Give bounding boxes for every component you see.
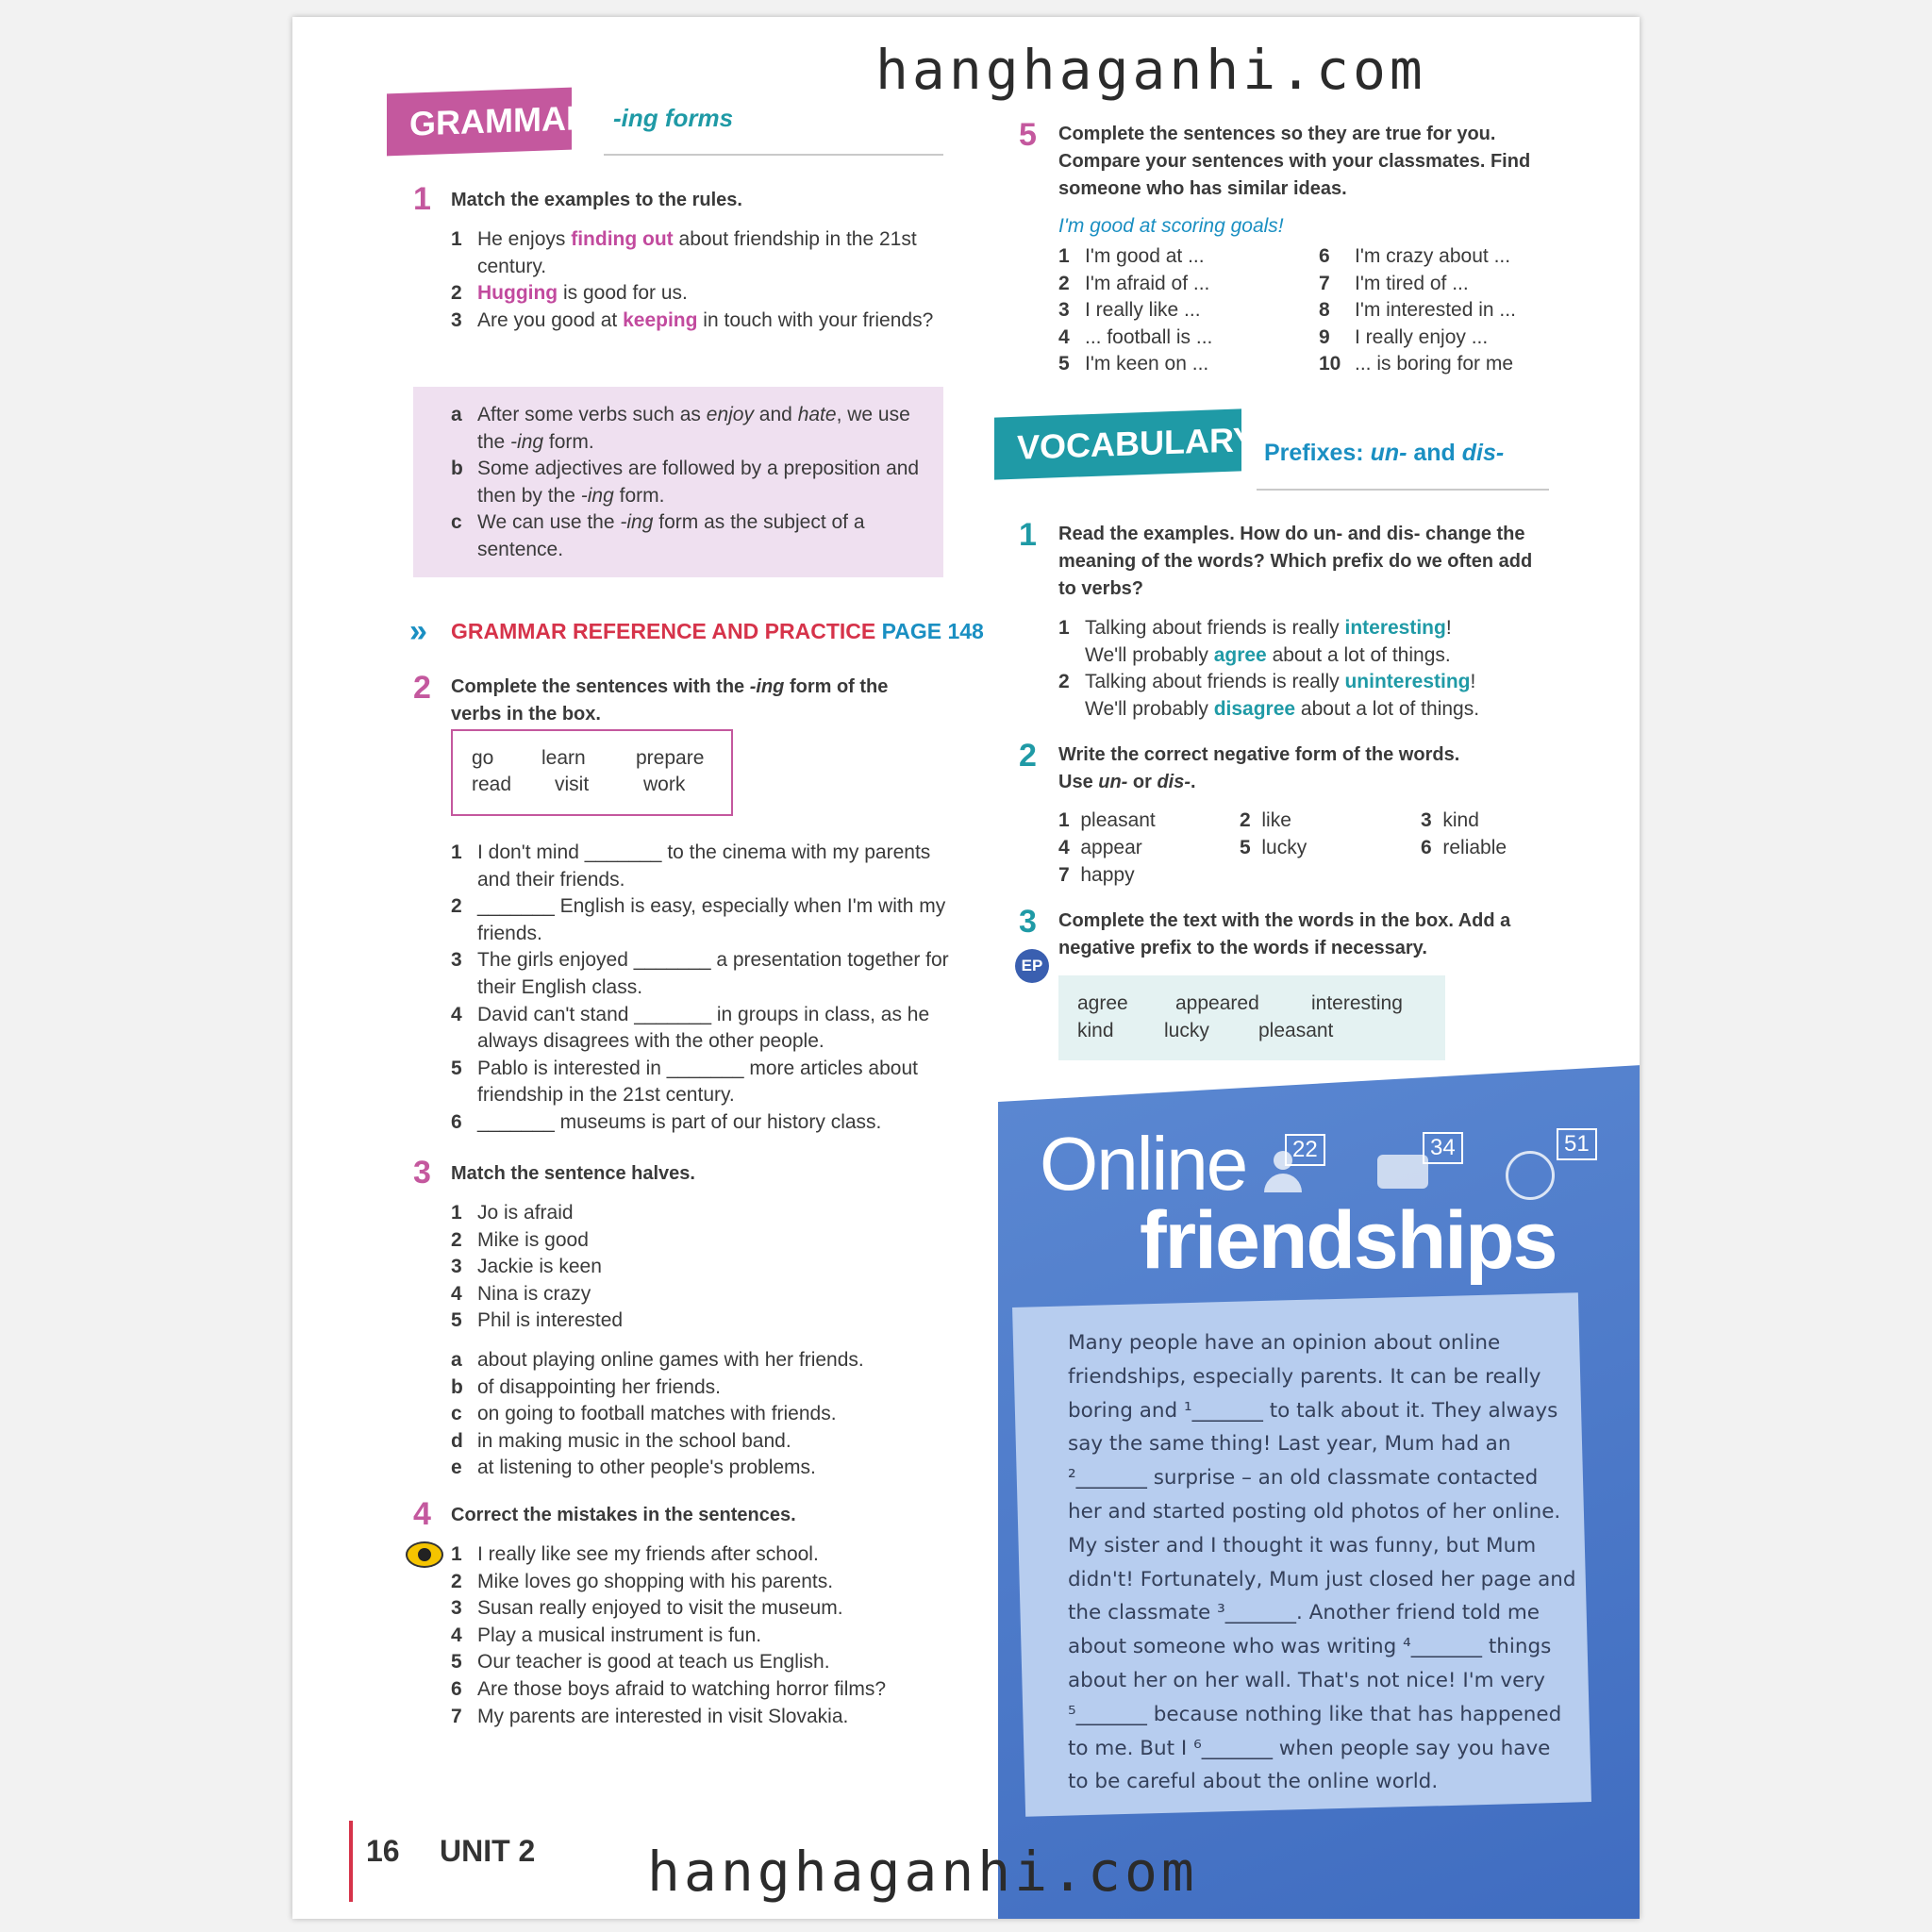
grammar-ex5-col1	[1058, 243, 1323, 378]
list-item: e at listening to other people's problems.	[451, 1457, 816, 1479]
article-line: Many people have an opinion about online	[1068, 1331, 1501, 1355]
vocab-ex3-number: 3	[1019, 904, 1037, 940]
grammar-ex3-number: 3	[413, 1155, 431, 1191]
list-item: 2 Mike loves go shopping with his parents.	[451, 1570, 834, 1592]
box-word: appeared	[1175, 992, 1259, 1014]
list-item: c We can use the -ing form as the subject of a sentence.	[451, 511, 865, 560]
list-item: 2 Hugging is good for us.	[451, 282, 688, 305]
article-line: say the same thing! Last year, Mum had an	[1068, 1432, 1511, 1457]
grammar-ex5-number: 5	[1019, 117, 1037, 153]
article-line: My sister and I thought it was funny, but Mum	[1068, 1533, 1537, 1557]
list-item: 5 Pablo is interested in _______ more articles about friendship in the 21st century.	[451, 1057, 918, 1107]
article-line: about her on her wall. That's not nice! I'm very	[1068, 1668, 1545, 1692]
list-item: b Some adjectives are followed by a preposition and then by the -ing form.	[451, 458, 920, 507]
word-item: 5 lucky	[1240, 837, 1307, 858]
article-line: the classmate ³_______. Another friend told me	[1068, 1601, 1541, 1625]
eye-icon	[406, 1541, 443, 1568]
vocabulary-subtitle: Prefixes: un- and dis-	[1264, 440, 1505, 466]
word-item: 6 reliable	[1421, 837, 1507, 858]
list-item: 1 I'm good at ...	[1058, 245, 1205, 267]
list-item: c on going to football matches with friends.	[451, 1403, 837, 1425]
list-item: 3 Susan really enjoyed to visit the museum.	[451, 1597, 843, 1620]
globe-icon	[1506, 1151, 1555, 1200]
watermark-bottom: hanghaganhi.com	[647, 1840, 1198, 1904]
ep-badge: EP	[1015, 949, 1049, 983]
grammar-ex4-number: 4	[413, 1496, 431, 1532]
footer-unit: UNIT 2	[440, 1834, 536, 1868]
chevron-right-icon: »	[409, 613, 418, 649]
list-item: 7 My parents are interested in visit Slovakia.	[451, 1705, 849, 1727]
list-item: 5 Phil is interested	[451, 1309, 624, 1332]
list-item: 5 I'm keen on ...	[1058, 353, 1209, 375]
list-item: 6 _______ museums is part of our history class.	[451, 1110, 882, 1133]
list-item: 6 I'm crazy about ...	[1319, 245, 1511, 267]
list-item: 1 He enjoys finding out about friendship in the 21st century.	[451, 228, 917, 277]
list-item: 5 Our teacher is good at teach us English.	[451, 1651, 830, 1674]
footer-page-number: 16	[366, 1834, 400, 1868]
article-line: about someone who was writing ⁴_______ things	[1068, 1635, 1552, 1659]
list-item: 3 I really like ...	[1058, 299, 1201, 322]
vocabulary-banner-label: VOCABULARY	[1017, 419, 1256, 467]
list-item: 3 Are you good at keeping in touch with your friends?	[451, 308, 934, 331]
grammar-ex4-list	[451, 1541, 960, 1730]
word-item: 2 like	[1240, 809, 1291, 831]
grammar-ex1-number: 1	[413, 181, 431, 217]
grammar-subtitle: -ing forms	[613, 104, 734, 132]
article-title-line1: Online	[1040, 1122, 1247, 1206]
textbook-page	[292, 17, 1640, 1919]
word-item: 1 pleasant	[1058, 809, 1156, 831]
box-word: interesting	[1311, 992, 1403, 1014]
article-line: boring and ¹_______ to talk about it. They always	[1068, 1398, 1558, 1423]
article-line: her and started posting old photos of her online.	[1068, 1499, 1561, 1524]
vocab-ex2-words	[1058, 808, 1549, 892]
list-item: a about playing online games with her friends.	[451, 1349, 864, 1371]
grammar-ex3-heading: Match the sentence halves.	[451, 1163, 695, 1184]
grammar-ex1-list	[451, 226, 946, 334]
grammar-ex1-heading: Match the examples to the rules.	[451, 190, 742, 210]
grammar-ex5-example: I'm good at scoring goals!	[1058, 215, 1284, 237]
grammar-ex5-col2	[1319, 243, 1555, 378]
box-word: learn	[541, 747, 586, 769]
list-item: 1 Talking about friends is really interesting! We'll probably agree about a lot of things.	[1058, 617, 1452, 666]
watermark-top: hanghaganhi.com	[875, 38, 1426, 102]
grammar-ex3-halves	[451, 1347, 941, 1482]
article-line: to me. But I ⁶_______ when people say you have	[1068, 1736, 1551, 1760]
box-word: work	[643, 774, 686, 795]
list-item: 8 I'm interested in ...	[1319, 299, 1516, 322]
box-word: lucky	[1164, 1020, 1209, 1041]
word-item: 4 appear	[1058, 837, 1142, 858]
list-item: 4 ... football is ...	[1058, 325, 1213, 348]
word-item: 3 kind	[1421, 809, 1479, 831]
vocab-ex1-heading: Read the examples. How do un- and dis- change the meaning of the words? Which prefix do we often add to verbs?	[1058, 524, 1533, 599]
word-item: 7 happy	[1058, 864, 1135, 886]
box-word: read	[472, 774, 512, 795]
vocabulary-rule	[1257, 489, 1549, 491]
list-item: a After some verbs such as enjoy and hate, we use the -ing form.	[451, 404, 910, 453]
box-word: agree	[1077, 992, 1128, 1014]
box-word: pleasant	[1258, 1020, 1334, 1041]
vocab-ex2-number: 2	[1019, 738, 1037, 774]
stat-badge: 22	[1285, 1134, 1325, 1166]
footer-bar	[349, 1821, 353, 1902]
article-text	[1068, 1326, 1577, 1799]
list-item: 3 The girls enjoyed _______ a presentation together for their English class.	[451, 949, 949, 998]
vocab-ex1-list	[1058, 615, 1549, 723]
grammar-rules-list	[451, 402, 934, 564]
grammar-reference-link[interactable]: GRAMMAR REFERENCE AND PRACTICE PAGE 148	[451, 619, 984, 643]
grammar-rule	[604, 154, 943, 156]
vocab-ex3-heading: Complete the text with the words in the box. Add a negative prefix to the words if necessary.	[1058, 910, 1511, 958]
grammar-ex4-heading: Correct the mistakes in the sentences.	[451, 1505, 796, 1525]
list-item: 2 Mike is good	[451, 1228, 589, 1251]
list-item: 10 ... is boring for me	[1319, 353, 1514, 375]
list-item: d in making music in the school band.	[451, 1429, 791, 1452]
list-item: 4 Play a musical instrument is fun.	[451, 1624, 762, 1646]
article-title-line2: friendships	[1140, 1195, 1557, 1286]
box-word: kind	[1077, 1020, 1114, 1041]
list-item: 2 _______ English is easy, especially when I'm with my friends.	[451, 895, 946, 944]
list-item: 1 Jo is afraid	[451, 1202, 574, 1224]
vocab-ex2-heading: Write the correct negative form of the words. Use un- or dis-.	[1058, 744, 1460, 792]
list-item: 9 I really enjoy ...	[1319, 325, 1489, 348]
vocab-ex1-number: 1	[1019, 517, 1037, 553]
list-item: 6 Are those boys afraid to watching horror films?	[451, 1677, 887, 1700]
article-line: didn't! Fortunately, Mum just closed her page and	[1068, 1567, 1576, 1591]
article-line: friendships, especially parents. It can be really	[1068, 1364, 1541, 1389]
grammar-ex3-list	[451, 1200, 941, 1335]
list-item: 3 Jackie is keen	[451, 1256, 602, 1278]
vocab-word-box-words	[1058, 991, 1445, 1047]
grammar-banner	[387, 88, 591, 157]
grammar-word-box-words	[451, 745, 734, 802]
article-line: ²_______ surprise – an old classmate contacted	[1068, 1466, 1539, 1491]
list-item: 4 David can't stand _______ in groups in class, as he always disagrees with the other people.	[451, 1003, 930, 1053]
box-word: visit	[555, 774, 590, 795]
box-word: prepare	[636, 747, 705, 769]
stat-badge: 51	[1557, 1128, 1597, 1160]
grammar-ex2-list	[451, 840, 951, 1137]
stat-badge: 34	[1423, 1132, 1463, 1164]
article-line: ⁵_______ because nothing like that has happened	[1068, 1702, 1562, 1726]
list-item: 2 Talking about friends is really uninteresting! We'll probably disagree about a lot of things.	[1058, 671, 1480, 720]
article-line: to be careful about the online world.	[1068, 1770, 1439, 1794]
grammar-ex2-heading: Complete the sentences with the -ing form of the verbs in the box.	[451, 676, 889, 724]
grammar-banner-label: GRAMMAR	[409, 97, 591, 143]
list-item: 2 I'm afraid of ...	[1058, 272, 1210, 294]
list-item: b of disappointing her friends.	[451, 1375, 721, 1398]
list-item: 4 Nina is crazy	[451, 1282, 591, 1305]
grammar-ex5-heading: Complete the sentences so they are true for you. Compare your sentences with your classmates. Find someone who has similar ideas.	[1058, 124, 1531, 199]
list-item: 1 I don't mind _______ to the cinema with my parents and their friends.	[451, 841, 931, 891]
list-item: 7 I'm tired of ...	[1319, 272, 1469, 294]
list-item: 1 I really like see my friends after school.	[451, 1543, 819, 1565]
vocabulary-banner	[994, 408, 1256, 479]
chat-icon	[1377, 1155, 1428, 1189]
grammar-ex2-number: 2	[413, 670, 431, 706]
box-word: go	[472, 747, 494, 769]
